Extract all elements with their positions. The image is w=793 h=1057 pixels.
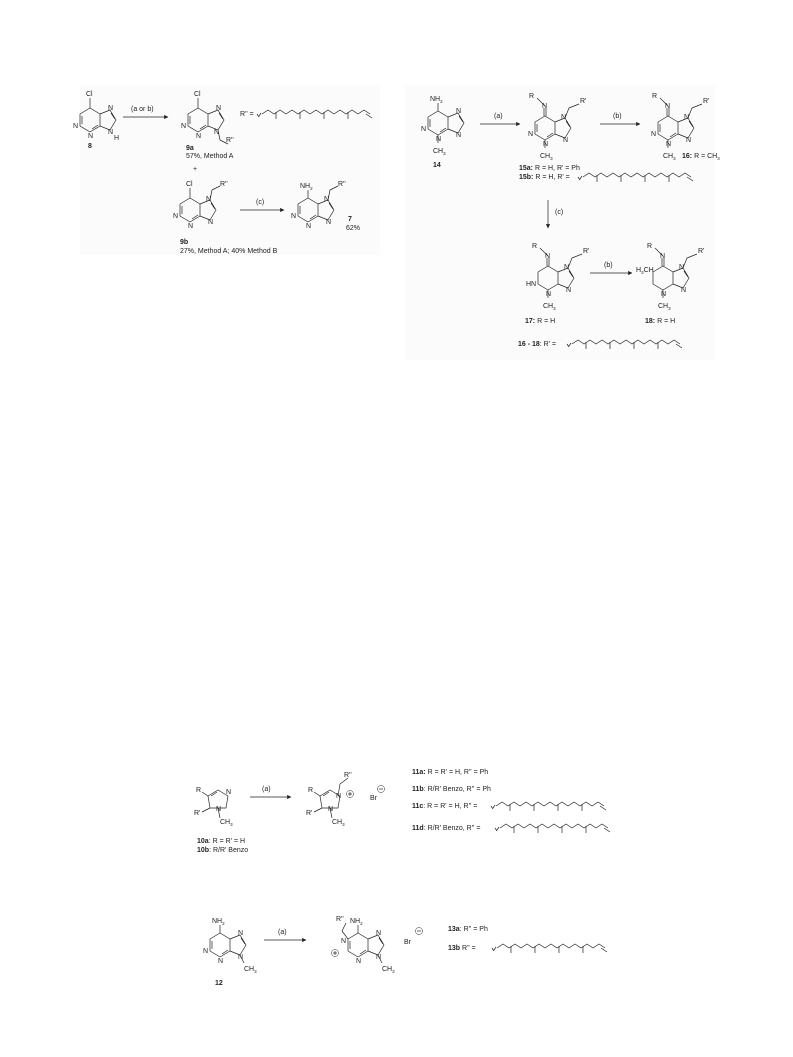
atom-label: $CH_3$ bbox=[332, 819, 345, 827]
atom-label: N bbox=[456, 132, 462, 139]
isoprenoid-chain bbox=[495, 824, 610, 833]
compound-12-label: 12 bbox=[215, 980, 223, 987]
atom-label: N bbox=[686, 137, 692, 144]
atom-label: N bbox=[666, 141, 672, 148]
atom-label: N bbox=[651, 131, 657, 138]
atom-label: N bbox=[218, 958, 224, 965]
isoprenoid-chain bbox=[491, 802, 606, 811]
atom-label: $CH_3$ bbox=[540, 153, 553, 161]
atom-label: R bbox=[652, 93, 658, 100]
atom-label: N bbox=[216, 105, 222, 112]
atom-label: N bbox=[88, 133, 94, 140]
atom-label: $CH_3$ bbox=[382, 966, 395, 974]
atom-label: R'' bbox=[344, 772, 352, 779]
atom-label: N bbox=[306, 223, 312, 230]
plus-glyph bbox=[348, 792, 352, 796]
atom-label: R'' bbox=[338, 181, 346, 188]
atom-label: $H_3CH$ bbox=[636, 267, 654, 275]
scheme-middle bbox=[194, 769, 610, 854]
atom-label: N bbox=[181, 123, 187, 130]
bromide-counterion: Br bbox=[370, 795, 377, 802]
atom-label: N bbox=[73, 123, 79, 130]
atom-label: N bbox=[681, 287, 687, 294]
atom-label: N bbox=[564, 264, 570, 271]
compound-12-structure bbox=[203, 918, 257, 974]
atom-label: N bbox=[324, 196, 330, 203]
atom-label: N bbox=[376, 930, 382, 937]
atom-label: N bbox=[376, 954, 382, 961]
compound-11a-description: 11a: R = R' = H, R'' = Ph bbox=[412, 769, 489, 776]
compound-16-description: 16: $R = CH_3$ bbox=[682, 153, 720, 161]
atom-label: $NH_2$ bbox=[300, 183, 313, 191]
atom-label: N bbox=[545, 253, 551, 260]
compound-9b-yield: 27%, Method A; 40% Method B bbox=[180, 248, 278, 255]
atom-label: N bbox=[196, 133, 202, 140]
atom-label: N bbox=[546, 291, 552, 298]
atom-label: R bbox=[529, 93, 535, 100]
arrow-condition-label: (b) bbox=[604, 262, 613, 269]
atom-label: R'' bbox=[336, 916, 344, 923]
arrow-condition-label: (b) bbox=[613, 113, 622, 120]
arrow-condition-label: (a) bbox=[278, 929, 287, 936]
atom-label: $CH_3$ bbox=[244, 966, 257, 974]
atom-label: R bbox=[532, 243, 538, 250]
atom-label: N bbox=[108, 105, 114, 112]
atom-label: N bbox=[679, 264, 685, 271]
atom-label: N bbox=[203, 948, 209, 955]
plus-sign: + bbox=[193, 166, 198, 173]
arrow-condition-label: (a) bbox=[262, 786, 271, 793]
atom-label: N bbox=[684, 114, 690, 121]
atom-label: N bbox=[665, 103, 671, 110]
atom-label: R' bbox=[194, 810, 201, 817]
compound-11d-description: 11d: R/R' Benzo, R'' = bbox=[412, 825, 481, 832]
atom-label: N bbox=[214, 129, 220, 136]
atom-label: N bbox=[108, 129, 114, 136]
atom-label: N bbox=[341, 938, 347, 945]
compound-9b-label: 9b bbox=[180, 239, 189, 246]
compound-10b-description: 10b: R/R' Benzo bbox=[197, 847, 249, 854]
atom-label: R' bbox=[580, 98, 587, 105]
atom-label: N bbox=[336, 793, 342, 800]
atom-label: $CH_3$ bbox=[220, 819, 233, 827]
atom-label: Cl bbox=[86, 91, 93, 98]
atom-label: $NH_2$ bbox=[212, 918, 225, 926]
atom-label: R bbox=[647, 243, 653, 250]
atom-label: HN bbox=[526, 281, 537, 288]
compound-7-label: 7 bbox=[348, 216, 352, 223]
atom-label: Cl bbox=[194, 91, 201, 98]
atom-label: N bbox=[356, 958, 362, 965]
atom-label: N bbox=[238, 930, 244, 937]
atom-label: N bbox=[206, 196, 212, 203]
atom-label: N bbox=[436, 136, 442, 143]
atom-label: N bbox=[561, 114, 567, 121]
atom-label: H bbox=[114, 135, 120, 142]
atom-label: R' bbox=[698, 248, 705, 255]
bromide-counterion: Br bbox=[404, 939, 411, 946]
compound-14-label: 14 bbox=[433, 162, 441, 169]
compound-11b-description: 11b: R/R' Benzo, R'' = Ph bbox=[412, 786, 491, 793]
atom-label: $CH_3$ bbox=[663, 153, 676, 161]
arrow-condition-label: (a or b) bbox=[131, 106, 154, 113]
atom-label: N bbox=[188, 223, 194, 230]
atom-label: N bbox=[543, 141, 549, 148]
atom-label: N bbox=[421, 126, 427, 133]
arrow-condition-label: (a) bbox=[494, 113, 503, 120]
atom-label: N bbox=[328, 806, 334, 813]
atom-label: N bbox=[226, 789, 232, 796]
atom-label: N bbox=[566, 287, 572, 294]
atom-label: R bbox=[196, 787, 202, 794]
atom-label: R'' bbox=[220, 181, 228, 188]
atom-label: R'' bbox=[226, 137, 234, 144]
atom-label: N bbox=[563, 137, 569, 144]
atom-label: $CH_3$ bbox=[433, 148, 446, 156]
compound-13b-description: 13b R'' = bbox=[448, 945, 476, 952]
compound-16-18-description: 16 - 18: R' = bbox=[518, 341, 557, 348]
atom-label: N bbox=[291, 213, 297, 220]
atom-label: N bbox=[326, 219, 332, 226]
compound-15b-description: 15b: R = H, R' = bbox=[519, 174, 570, 181]
r-double-prime-definition: R'' = bbox=[240, 111, 254, 118]
compound-11-structure bbox=[306, 772, 354, 827]
atom-label: $CH_3$ bbox=[658, 303, 671, 311]
atom-label: N bbox=[173, 213, 179, 220]
atom-label: $CH_3$ bbox=[543, 303, 556, 311]
atom-label: $NH_2$ bbox=[430, 96, 443, 104]
compound-9a-label: 9a bbox=[186, 145, 194, 152]
compound-9a-yield: 57%, Method A bbox=[186, 153, 234, 160]
plus-glyph bbox=[333, 951, 337, 955]
atom-label: R' bbox=[703, 98, 710, 105]
atom-label: N bbox=[528, 131, 534, 138]
compound-13a-description: 13a: R'' = Ph bbox=[448, 926, 488, 933]
atom-label: R' bbox=[306, 810, 313, 817]
atom-label: Cl bbox=[186, 181, 193, 188]
compound-8-label: 8 bbox=[88, 143, 92, 150]
compound-15a-description: 15a: R = H, R' = Ph bbox=[519, 165, 580, 172]
atom-label: R' bbox=[583, 248, 590, 255]
compound-13-structure bbox=[332, 916, 396, 974]
scheme-bottom bbox=[203, 916, 607, 987]
atom-label: R bbox=[308, 787, 314, 794]
atom-label: N bbox=[456, 108, 462, 115]
panel-top-left bbox=[80, 85, 380, 255]
compound-7-yield: 62% bbox=[346, 225, 361, 232]
atom-label: N bbox=[542, 103, 548, 110]
arrow-condition-label: (c) bbox=[555, 209, 564, 216]
compound-10-structure bbox=[194, 787, 233, 827]
compound-11c-description: 11c: R = R' = H, R'' = bbox=[412, 803, 478, 810]
compound-17-description: 17: R = H bbox=[525, 318, 556, 325]
atom-label: $NH_2$ bbox=[350, 918, 363, 926]
compound-10a-description: 10a: R = R' = H bbox=[197, 838, 246, 845]
atom-label: N bbox=[208, 219, 214, 226]
atom-label: N bbox=[660, 253, 666, 260]
arrow-condition-label: (c) bbox=[256, 199, 265, 206]
atom-label: N bbox=[661, 291, 667, 298]
compound-18-description: 18: R = H bbox=[645, 318, 676, 325]
atom-label: N bbox=[238, 954, 244, 961]
isoprenoid-chain bbox=[492, 944, 607, 953]
atom-label: N bbox=[216, 806, 222, 813]
